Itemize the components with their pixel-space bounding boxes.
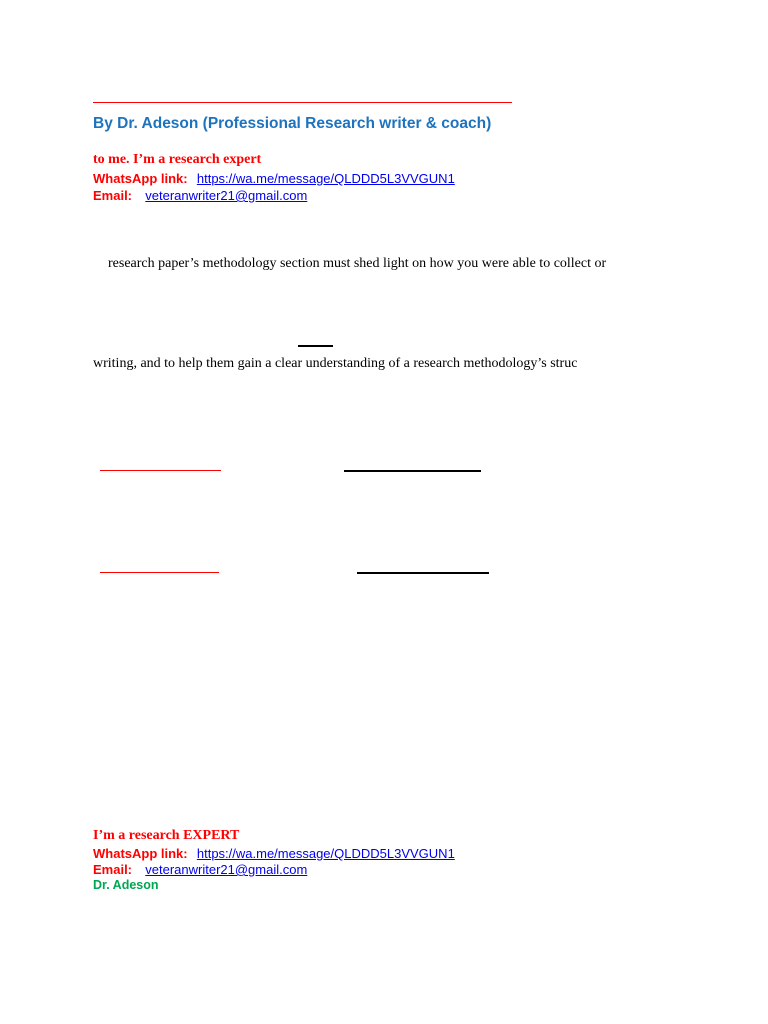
top-whatsapp-link[interactable]: https://wa.me/message/QLDDD5L3VVGUN1 xyxy=(196,171,455,186)
body-paragraph-line-1: research paper’s methodology section must shed light on how you were able to collect or xyxy=(108,256,607,271)
top-contact-intro: to me. I’m a research expert xyxy=(93,152,262,167)
top-whatsapp-label: WhatsApp link: xyxy=(93,171,188,186)
black-rule-1 xyxy=(344,470,481,472)
signature: Dr. Adeson xyxy=(93,878,159,892)
bottom-whatsapp-label: WhatsApp link: xyxy=(93,846,188,861)
bottom-email-link[interactable]: veteranwriter21@gmail.com xyxy=(145,862,308,877)
top-whatsapp-line xyxy=(93,171,455,187)
top-email-link[interactable]: veteranwriter21@gmail.com xyxy=(145,188,308,203)
bottom-whatsapp-line xyxy=(93,846,455,862)
bottom-whatsapp-link[interactable]: https://wa.me/message/QLDDD5L3VVGUN1 xyxy=(196,846,455,861)
black-rule-2 xyxy=(357,572,489,574)
red-rule-1 xyxy=(100,470,221,471)
top-email-line xyxy=(93,188,307,204)
top-email-label: Email: xyxy=(93,188,133,203)
short-black-rule xyxy=(298,345,333,347)
author-byline: By Dr. Adeson (Professional Research writer & coach) xyxy=(93,115,492,132)
bottom-email-line xyxy=(93,862,307,878)
red-rule-2 xyxy=(100,572,219,573)
top-red-divider xyxy=(93,102,512,103)
bottom-email-label: Email: xyxy=(93,862,133,877)
bottom-contact-intro: I’m a research EXPERT xyxy=(93,828,240,843)
body-paragraph-line-2: writing, and to help them gain a clear understanding of a research methodology’s struc xyxy=(93,356,578,371)
